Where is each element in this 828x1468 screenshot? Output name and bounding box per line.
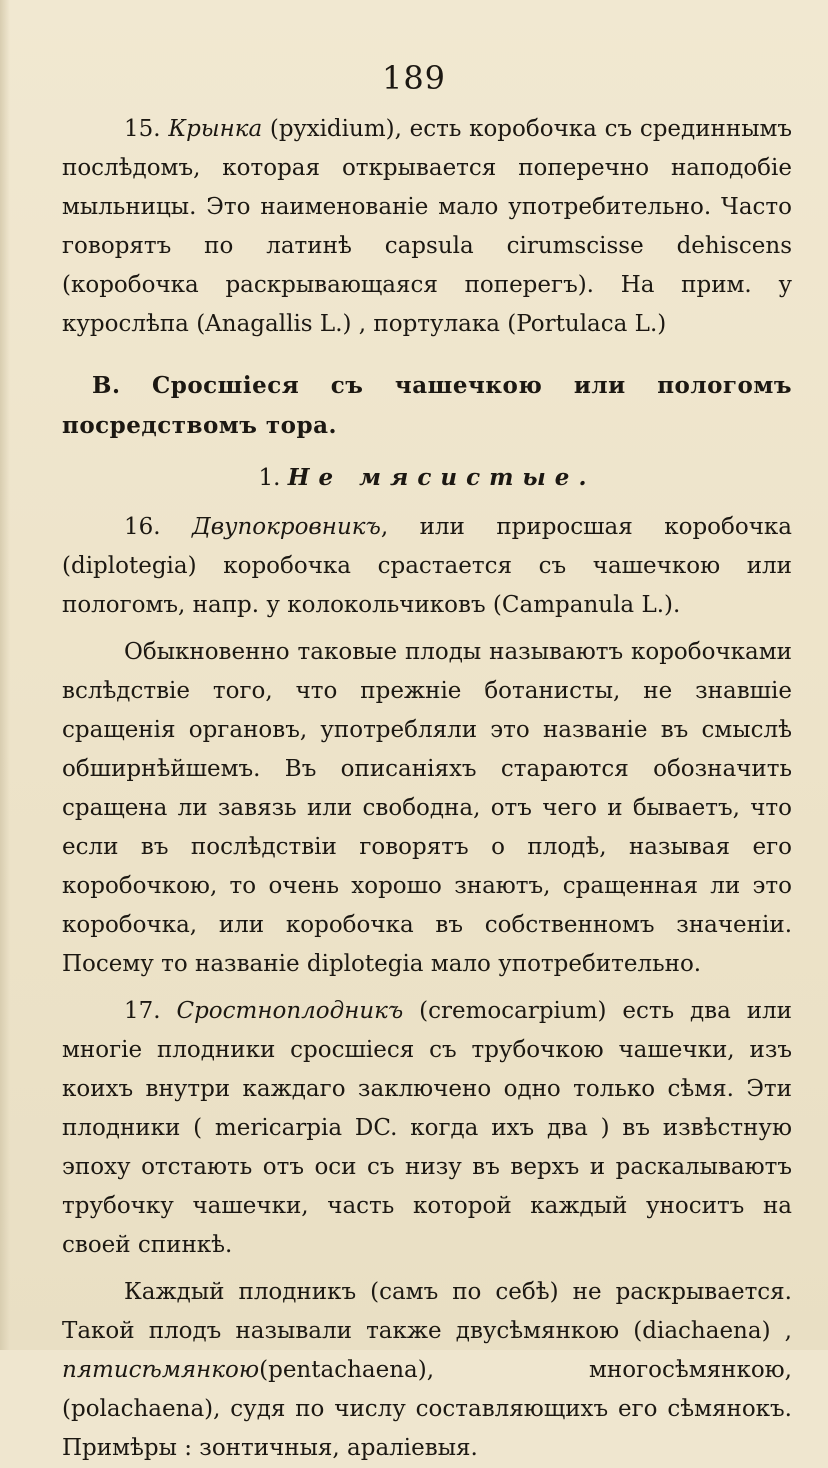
paragraph-text-part-1: Каждый плодникъ (самъ по себѣ) не раскрывается. Такой плодъ называли также двусѣмянкою (diachaena) ,	[62, 1279, 792, 1344]
item-term: Сростноплодникъ	[176, 998, 404, 1024]
section-letter: В.	[92, 372, 121, 399]
paragraph-each-fruitlet	[62, 1273, 792, 1468]
item-number: 15.	[124, 116, 161, 142]
item-term: Крынка	[168, 116, 263, 142]
paragraph-ordinary: Обыкновенно таковые плоды называютъ коробочками вслѣдствіе того, что прежніе ботанисты, не знавшіе сращенія органовъ, употребляли это названіе въ смыслѣ обширнѣйшемъ. Въ описаніяхъ стараются обозначить сращена ли завязь или свободна, отъ чего и бываетъ, что если въ послѣдствіи говорятъ о плодѣ, называя его коробочкою, то очень хорошо знаютъ, сращенная ли это коробочка, или коробочка въ собственномъ значеніи. Посему то названіе diplotegia мало употребительно.	[62, 639, 792, 977]
italic-term: пятисѣмянкою	[62, 1357, 260, 1383]
page-edge-shadow	[0, 0, 10, 1350]
item-number: 16.	[124, 514, 161, 540]
section-heading-b	[62, 366, 792, 446]
page-body	[62, 110, 792, 1468]
paragraph-text-part-2: (pentachaena), многосѣмянкою, (polachaena), судя по числу составляющихъ его сѣмянокъ. Примѣры : зонтичныя, араліевыя.	[62, 1357, 792, 1461]
section-title: Сросшіеся съ чашечкою или пологомъ посредствомъ тора.	[62, 372, 792, 439]
paragraph-item-17	[62, 992, 792, 1265]
subsection-number: 1.	[258, 465, 281, 491]
item-number: 17.	[124, 998, 161, 1024]
paragraph-item-15	[62, 110, 792, 344]
page-number: 189	[381, 59, 447, 97]
item-term: Двупокровникъ	[192, 514, 381, 540]
item-text: (pyxidium), есть коробочка съ срединнымъ послѣдомъ, которая открывается поперечно наподобіе мыльницы. Это наименованіе мало употребительно. Часто говорятъ по латинѣ capsula cirumscisse dehiscens (коробочка раскрывающаяся поперегъ). На прим. у курослѣпа (Anagallis L.) , портулака (Portulaca L.)	[62, 116, 793, 337]
subsection-heading-1	[62, 456, 792, 500]
subsection-title: Не мясистые.	[287, 464, 596, 491]
item-text: , или приросшая коробочка (diplotegia) коробочка срастается съ чашечкою или пологомъ, напр. у колокольчиковъ (Campanula L.).	[62, 514, 792, 618]
item-text: (cremocarpium) есть два или многіе плодники сросшіеся съ трубочкою чашечки, изъ коихъ внутри каждаго заключено одно только сѣмя. Эти плодники ( mericarpia DC. когда ихъ два ) въ извѣстную эпоху отстають отъ оси съ низу въ верхъ и раскалываютъ трубочку чашечки, часть которой каждый уноситъ на своей спинкѣ.	[62, 998, 792, 1258]
paragraph-item-16	[62, 508, 792, 625]
